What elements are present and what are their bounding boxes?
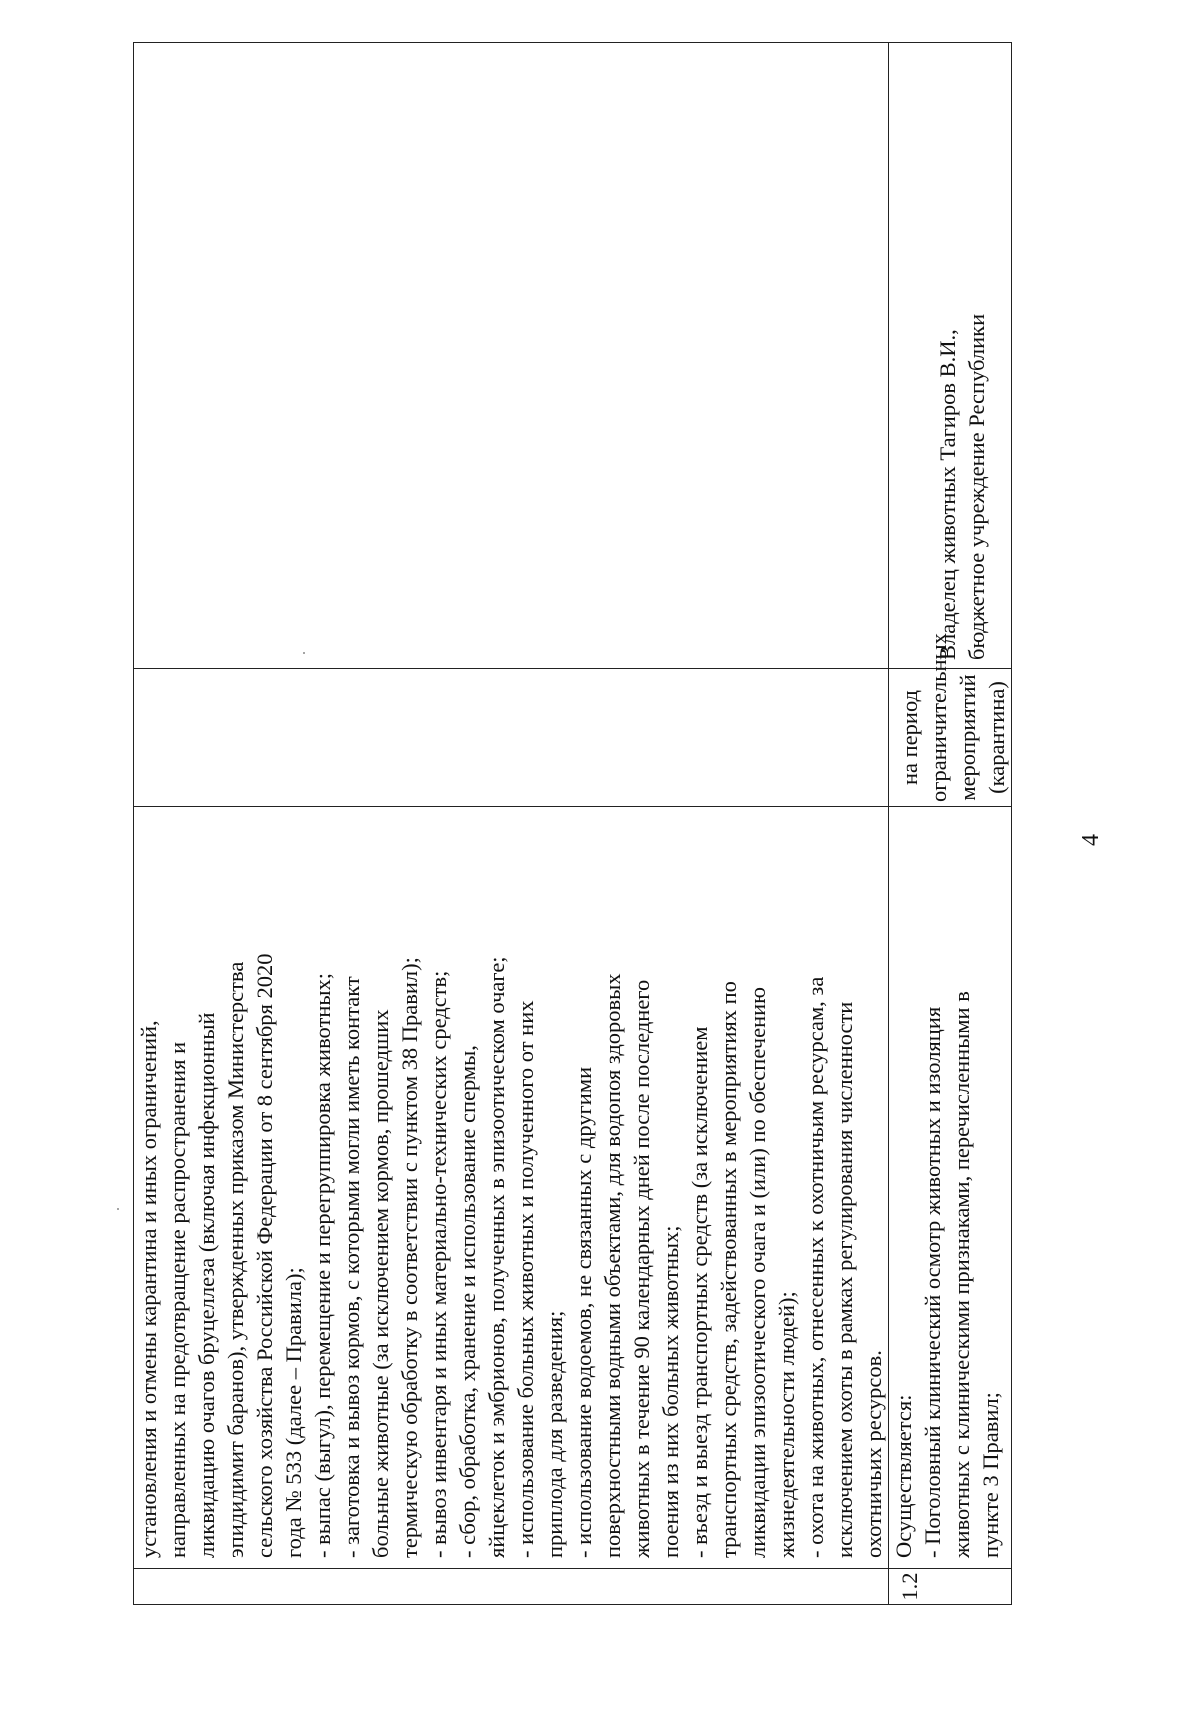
text-line: ликвидацию очагов бруцеллеза (включая инфекционный [194,1012,219,1558]
text-line: жизнедеятельности людей); [774,1291,799,1558]
text-line: - вывоз инвентаря и иных материально-технических средств; [426,970,451,1558]
row-number-cell [134,1569,889,1605]
measure-text-cell [889,807,1012,1569]
row-number-cell [889,1569,1012,1605]
text-line: больные животные (за исключением кормов, прошедших [368,1009,393,1558]
text-line: животных с клиническими признаками, перечисленными в [949,991,974,1558]
text-line: транспортных средств, задействованных в мероприятиях по [716,981,741,1558]
responsible-text [134,43,178,668]
term-line: на период [897,689,922,786]
table-row [889,43,1012,1605]
text-line: эпидидимит баранов), утвержденных приказом Министерства [223,961,248,1558]
measure-text [889,807,1005,1568]
table-row [134,43,889,1605]
text-line: ликвидации эпизоотического очага и (или) по обеспечению [745,987,770,1558]
term-cell [889,633,1012,807]
responsible-text [889,43,991,668]
text-line: яйцеклеток и эмбрионов, полученных в эпизоотическом очаге; [484,956,509,1558]
text-line: - Поголовный клинический осмотр животных и изоляция [920,1006,945,1558]
term-line: мероприятий [955,674,980,801]
text-line: поения из них больных животных; [658,1225,683,1558]
text-line: - въезд и выезд транспортных средств (за исключением [687,1026,712,1558]
measure-text-cell [134,807,889,1569]
text-line: - охота на животных, отнесенных к охотничьим ресурсам, за [803,976,828,1558]
text-line: пункте 3 Правил; [978,1392,1003,1558]
term-text [134,669,140,806]
text-line: - использование больных животных и полученного от них [513,1000,538,1558]
text-line: исключением охоты в рамках регулирования численности [832,1001,857,1558]
text-line: - выпас (выгул), перемещение и перегруппировка животных; [310,973,335,1558]
responsible-cell [134,43,889,669]
measures-table [133,42,1012,1605]
text-line: охотничьих ресурсов. [861,1350,886,1558]
responsible-line: бюджетное учреждение Республики [964,313,989,660]
text-line: - сбор, обработка, хранение и использование спермы, [455,1045,480,1558]
term-line: (карантина) [984,681,1009,794]
text-line: термическую обработку в соответствии с пунктом 38 Правил); [397,957,422,1558]
page-number: 4 [1078,834,1104,846]
text-line: приплода для разведения; [542,1310,567,1558]
text-line: - заготовка и вывоз кормов, с которыми могли иметь контакт [339,976,364,1558]
text-line: установления и отмены карантина и иных ограничений, [136,1020,161,1558]
responsible-cell [889,43,1012,669]
text-line: Осуществляется: [891,1394,916,1558]
rotated-content [0,43,1120,1648]
text-line: направленных на предотвращение распространения и [165,1041,190,1558]
term-line: ограничительных [926,633,951,802]
row-number [134,1569,140,1604]
term-cell [134,669,889,807]
text-line: года № 533 (далее – Правила); [281,1267,306,1558]
measure-text [134,807,888,1568]
text-line: поверхностными водными объектами, для водопоя здоровых [600,973,625,1558]
row-number: 1.2 [897,1572,922,1601]
term-text [889,633,1011,806]
text-line: - использование водоемов, не связанных с другими [571,1066,596,1558]
responsible-line: Владелец животных Тагиров В.И., [935,329,960,660]
scan-speck [117,1208,119,1210]
text-line: животных в течение 90 календарных дней после последнего [629,979,654,1558]
text-line: сельского хозяйства Российской Федерации от 8 сентября 2020 [252,953,277,1558]
scan-speck [303,652,305,654]
